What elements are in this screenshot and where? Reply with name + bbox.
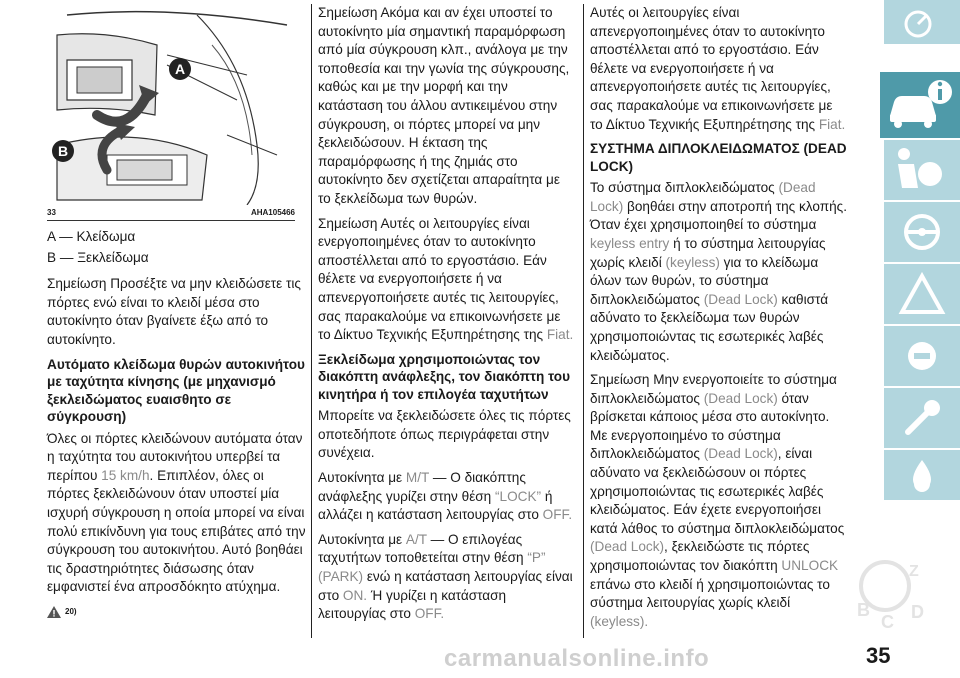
note-activated: Σημείωση Αυτές οι λειτουργίες είναι ενεργοποιημένες όταν το αυτοκίνητο αποστέλλεται από το εργοστάσιο. Εάν θέλετε να ενεργοποιήσετε ή να απενεργοποιήσετε αυτές τις λειτουργίες, σας παρακαλούμε να επικοινωνήσετε με το Δίκτυο Τεχνικής Εξυπηρέτησης της Fiat. bbox=[318, 215, 574, 343]
tab-maintenance[interactable] bbox=[884, 388, 960, 448]
dashboard-icon bbox=[884, 0, 960, 44]
wrench-icon bbox=[884, 388, 960, 448]
legend-b: B — Ξεκλείδωμα bbox=[47, 249, 149, 265]
tab-warnings[interactable] bbox=[884, 264, 960, 324]
column-2 bbox=[318, 4, 576, 630]
svg-text:B: B bbox=[857, 600, 870, 620]
tab-specs[interactable] bbox=[884, 450, 960, 500]
chapter-tabs bbox=[872, 0, 960, 500]
heading-unlock-ignition: Ξεκλείδωμα χρησιμοποιώντας τον διακόπτη ανάφλεξης, τον διακόπτη του κινητήρα ή τον επιλογέα ταχυτήτων bbox=[318, 351, 571, 402]
figure-divider bbox=[47, 220, 295, 221]
ignition-intro: Μπορείτε να ξεκλειδώσετε όλες τις πόρτες οποτεδήποτε όπως περιγράφεται στην συνέχεια. bbox=[318, 408, 571, 461]
page-number: 35 bbox=[866, 643, 891, 668]
at-vehicles: Αυτοκίνητα με A/T — Ο επιλογέας ταχυτήτων τοποθετείται στην θέση “P” (PARK) ενώ η κατάσταση λειτουργίας είναι στο ON. Ή γυρίζει η κατάσταση λειτουργίας στο OFF. bbox=[318, 531, 573, 622]
note-deactivated: Αυτές οι λειτουργίες είναι απενεργοποιημένες όταν το αυτοκίνητο αποστέλλεται από το εργοστάσιο. Εάν θέλετε να ενεργοποιήσετε ή να απενεργοποιήσετε αυτές τις λειτουργίες, σας παρακαλούμε να επικοινωνήσετε με το Δίκτυο Τεχνικής Εξυπηρέτησης της Fiat. bbox=[590, 5, 846, 132]
column-divider-2 bbox=[583, 4, 584, 638]
warning-triangle-icon bbox=[47, 606, 61, 618]
airbag-seat-icon bbox=[884, 140, 960, 200]
svg-text:C: C bbox=[881, 612, 894, 632]
steering-wheel-icon bbox=[884, 202, 960, 262]
deadlock-description: Το σύστημα διπλοκλειδώματος (Dead Lock) βοηθάει στην αποτροπή της κλοπής. Όταν έχει χρησιμοποιηθεί το σύστημα keyless entry ή το σύστημα λειτουργίας χωρίς κλειδί (keyless) για το κλείδωμα όλων των θυρών, το σύστημα διπλοκλειδώματος (Dead Lock) καθιστά αδύνατο το ξεκλείδωμα των θυρών χρησιμοποιώντας τις εσωτερικές λαβές κλειδώματος. bbox=[590, 180, 848, 363]
column-1 bbox=[47, 228, 309, 622]
index-logo bbox=[845, 556, 945, 634]
svg-text:Z: Z bbox=[909, 563, 919, 580]
tab-driving[interactable] bbox=[884, 202, 960, 262]
emergency-icon bbox=[884, 326, 960, 386]
figure-code: AHA105466 bbox=[250, 208, 295, 217]
door-lock-illustration bbox=[47, 5, 295, 205]
car-info-icon bbox=[880, 72, 960, 138]
auto-lock-text: Όλες οι πόρτες κλειδώνουν αυτόματα όταν η ταχύτητα του αυτοκινήτου υπερβεί τα περίπου 15 km/h. Επιπλέον, όλες οι πόρτες ξεκλειδώνουν όταν υποστεί μία ισχυρή σύγκρουση η οποία μπορεί να είναι πολύ επικίνδυνη για τους επιβάτες από την σύγκρουση του αυτοκινήτου. Αυτό βοηθάει τις δραστηριότητες διάσωσης όταν εμφανιστεί ένα απροσδόκητο ατύχημα. bbox=[47, 430, 306, 595]
callout-a bbox=[169, 58, 191, 80]
column-3 bbox=[590, 4, 848, 637]
column-divider-1 bbox=[311, 4, 312, 638]
legend-a: A — Κλείδωμα bbox=[47, 229, 136, 244]
note-deadlock: Σημείωση Μην ενεργοποιείτε το σύστημα διπλοκλειδώματος (Dead Lock) όταν βρίσκεται κάποιος μέσα στο αυτοκίνητο. Με ενεργοποιημένο το σύστημα διπλοκλειδώματος (Dead Lock), είναι αδύνατο να ξεκλειδώσουν οι πόρτες χρησιμοποιώντας τις εσωτερικές λαβές κλειδώματος. Εάν έχετε ενεργοποιήσει κατά λάθος το σύστημα διπλοκλειδώματος (Dead Lock), ξεκλειδώστε τις πόρτες χρησιμοποιώντας τον διακόπτη UNLOCK επάνω στο κλειδί ή χρησιμοποιώντας το σύστημα λειτουργίας χωρίς κλειδί (keyless). bbox=[590, 372, 845, 629]
warning-reference bbox=[47, 603, 309, 622]
tab-safety[interactable] bbox=[884, 140, 960, 200]
callout-b bbox=[52, 140, 74, 162]
callout-a-label: A bbox=[174, 61, 186, 77]
heading-auto-lock: Αυτόματο κλείδωμα θυρών αυτοκινήτου με ταχύτητα κίνησης (με μηχανισμό ξεκλειδώματος ευαισθητο σε σύγκρουση) bbox=[47, 356, 305, 425]
callout-b-label: B bbox=[57, 143, 69, 159]
note-keys-inside: Σημείωση Προσέξτε να μην κλειδώσετε τις πόρτες ενώ είναι το κλειδί μέσα στο αυτοκίνητο όταν βγαίνετε έξω από το αυτοκίνητο. bbox=[47, 276, 301, 347]
tab-dashboard[interactable] bbox=[884, 0, 960, 44]
warning-triangle-icon bbox=[884, 264, 960, 324]
figure-number: 33 bbox=[47, 208, 56, 217]
note-deformation: Σημείωση Ακόμα και αν έχει υποστεί το αυτοκίνητο μία σημαντική παραμόρφωση από μία σύγκρουση κλπ., ανάλογα με την τοποθεσία και την γωνία της σύγκρουσης, καθώς και με την μορφή και την κατάσταση του άλλου αντικειμένου στην σύγκρουση, οι πόρτες μπορεί να μην ξεκλειδώσουν. Η έκταση της παραμόρφωσης ή της ζημιάς στο αυτοκίνητο δεν σχετίζεται απαραίτητα με το ξεκλείδωμα των θυρών. bbox=[318, 5, 570, 206]
watermark: carmanualsonline.info bbox=[444, 645, 710, 672]
spec-drop-icon bbox=[884, 450, 960, 500]
svg-text:D: D bbox=[911, 602, 924, 622]
tab-emergency[interactable] bbox=[884, 326, 960, 386]
speed-value: 15 km/h bbox=[101, 467, 150, 483]
mt-vehicles: Αυτοκίνητα με M/T — Ο διακόπτης ανάφλεξης γυρίζει στην θέση “LOCK” ή αλλάζει η κατάσταση λειτουργίας στο OFF. bbox=[318, 469, 573, 523]
tab-car-info[interactable] bbox=[880, 72, 960, 138]
warning-ref-number: 20) bbox=[65, 606, 77, 616]
heading-deadlock: ΣΥΣΤΗΜΑ ΔΙΠΛΟΚΛΕΙΔΩΜΑΤΟΣ (DEAD LOCK) bbox=[590, 141, 847, 174]
